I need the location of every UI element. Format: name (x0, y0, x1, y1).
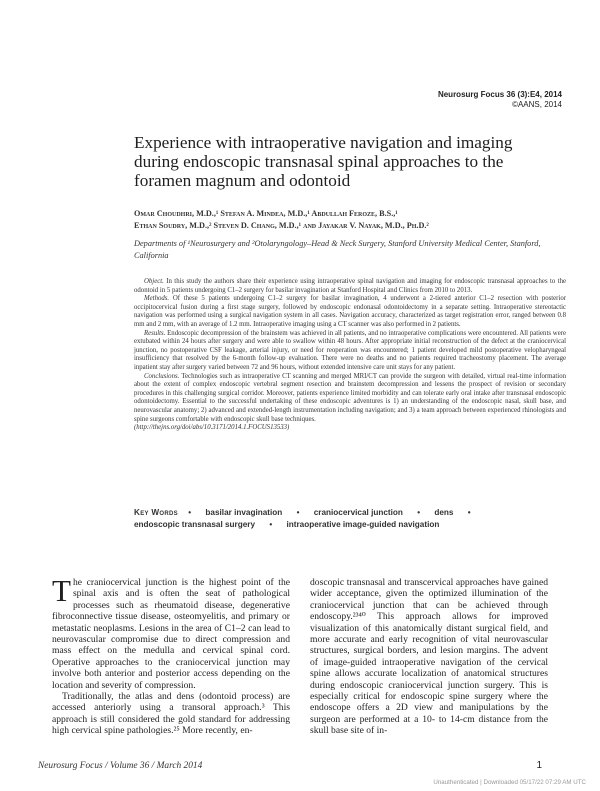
results-text: Endoscopic decompression of the brainstem was achieved in all patients, and no intraoperative complications were encountered. All patients were extubated within 24 hours after surgery and were able to swallow within 48 hours. After appropriate initial reconstruction of the defect at the craniocervical junction, no postoperative CSF leakage, arterial injury, or need for reoperation was encountered; 1 patient developed mild postoperative velopharyngeal insufficiency that resolved by the 6-month follow-up evaluation. There were no deaths and no patients required tracheostomy placement. The average inpatient stay after surgery varied between 72 and 96 hours, without extended intensive care unit stays for any patient. (134, 329, 566, 371)
download-note: Unauthenticated | Downloaded 05/17/22 07:29 AM UTC (433, 779, 586, 786)
keywords (134, 507, 566, 531)
keywords-line-1 (134, 507, 566, 519)
methods-text: Of these 5 patients undergoing C1–2 surgery for basilar invagination, 4 underwent a 2-tiered anterior C1–2 resection with posterior occipitocervical fusion during a first stage surgery, followed by endoscopic endonasal odontoidectomy in a separate setting. Intraoperative stereotactic navigation was performed using a surgical navigation system in all cases. Navigation accuracy, characterized as target registration error, ranged between 0.8 mm and 2 mm, with an average of 1.2 mm. Intraoperative imaging using a CT scanner was also performed in 2 patients. (134, 295, 566, 328)
footer-journal: Neurosurg Focus / Volume 36 / March 2014 (38, 761, 203, 771)
keywords-label: Key Words (134, 508, 178, 517)
article-title: Experience with intraoperative navigation and imaging during endoscopic transnasal spinal approaches to the foramen magnum and odontoid (134, 133, 513, 190)
doi-link[interactable]: (http://thejns.org/doi/abs/10.3171/2014.1.FOCUS13533) (134, 424, 290, 432)
keyword-bullet: • (417, 508, 421, 517)
keyword-bullet: • (188, 508, 192, 517)
abstract (134, 278, 566, 433)
conclusions-label: Conclusions. (144, 372, 180, 380)
abstract-methods (134, 295, 566, 329)
keywords-line-2 (134, 519, 566, 531)
journal-reference: Neurosurg Focus 36 (3):E4, 2014 (437, 90, 562, 99)
results-label: Results. (144, 329, 166, 337)
copyright-notice: ©AANS, 2014 (512, 100, 562, 109)
keyword-bullet: • (467, 508, 471, 517)
objective-label: Object. (144, 278, 164, 285)
body-column-right (310, 577, 548, 737)
body-paragraph (52, 573, 290, 691)
keyword-bullet: • (296, 508, 300, 517)
author-line-1: Omar Choudhri, M.D.,¹ Stefan A. Mindea, M.D.,¹ Abdullah Feroze, B.S.,¹ (134, 209, 398, 218)
journal-metadata (438, 90, 562, 110)
drop-cap: T (52, 573, 71, 608)
keyword-item: dens (434, 508, 454, 517)
methods-label: Methods. (144, 295, 170, 303)
affiliation: Departments of ¹Neurosurgery and ²Otolaryngology–Head & Neck Surgery, Stanford University Medical Center, Stanford, California (134, 239, 541, 260)
body-column-left (52, 573, 290, 737)
keyword-item: craniocervical junction (313, 508, 403, 517)
page-number: 1 (536, 760, 542, 771)
keyword-item: basilar invagination (205, 508, 283, 517)
objective-text: In this study the authors share their experience using intraoperative spinal navigation and imaging for endoscopic transnasal approaches to the odontoid in 5 patients undergoing C1–2 surgery for basilar invagination at Stanford Hospital and Clinics from 2010 to 2013. (134, 278, 566, 294)
author-line-2: Ethan Soudry, M.D.,² Steven D. Chang, M.D.,¹ and Jayakar V. Nayak, M.D., Ph.D.² (134, 221, 429, 230)
body-paragraph: doscopic transnasal and transcervical approaches have gained wider acceptance, given the optimized illumination of the craniocervical junction that can be achieved through endoscopy.²³⁴⁰ This approach allows for improved visualization of this anatomically distant surgical field, and more accurate and early recognition of vital neurovascular structures, surgical borders, and lesion margins. The advent of image-guided intraoperative navigation of the cervical spine allows accurate localization of anatomical structures during endoscopic craniocervical junction surgery. This is especially critical for endoscopic spine surgery where the endoscope offers a 2D view and manipulations by the surgeon are performed at a 10- to 14-cm distance from the skull base site of in- (310, 577, 548, 737)
body-paragraph: Traditionally, the atlas and dens (odontoid process) are accessed anteriorly using a transoral approach.³ This approach is still considered the gold standard for addressing high cervical spine pathologies.²⁵ More recently, en- (52, 691, 290, 737)
keyword-bullet: • (269, 520, 273, 529)
body-text: he craniocervical junction is the highest point of the spinal axis and is often the seat of pathological processes such as rheumatoid disease, degenerative fibroconnective tissue disease, osteomyelitis, and primary or metastatic neoplasms. Lesions in the area of C1–2 can lead to neurovascular compromise due to direct compression and mass effect on the medulla and cervical spinal cord. Operative approaches to the craniocervical junction may involve both anterior and posterior access depending on the location and severity of compression. (52, 577, 290, 691)
keyword-item: endoscopic transnasal surgery (134, 520, 256, 529)
abstract-objective (134, 278, 566, 295)
conclusions-text: Technologies such as intraoperative CT scanning and merged MRI/CT can provide the surgeon with detailed, virtual real-time information about the extent of complex endoscopic vertebral segment resection and brainstem decompression and lessens the prospect of revision or secondary procedures in this challenging surgical corridor. Moreover, patients experience limited morbidity and can tolerate early oral intake after transnasal endoscopic odontoidectomy. Essential to the successful undertaking of these endoscopic adventures is 1) an understanding of the endoscopic nasal, skull base, and neurovascular anatomy; 2) advanced and extended-length instrumentation including navigation; and 3) a team approach between experienced rhinologists and spine surgeons comfortable with endoscopic skull base techniques. (134, 372, 566, 423)
abstract-conclusions (134, 373, 566, 425)
abstract-results (134, 330, 566, 373)
keyword-item: intraoperative image-guided navigation (286, 520, 440, 529)
author-list (134, 208, 564, 232)
